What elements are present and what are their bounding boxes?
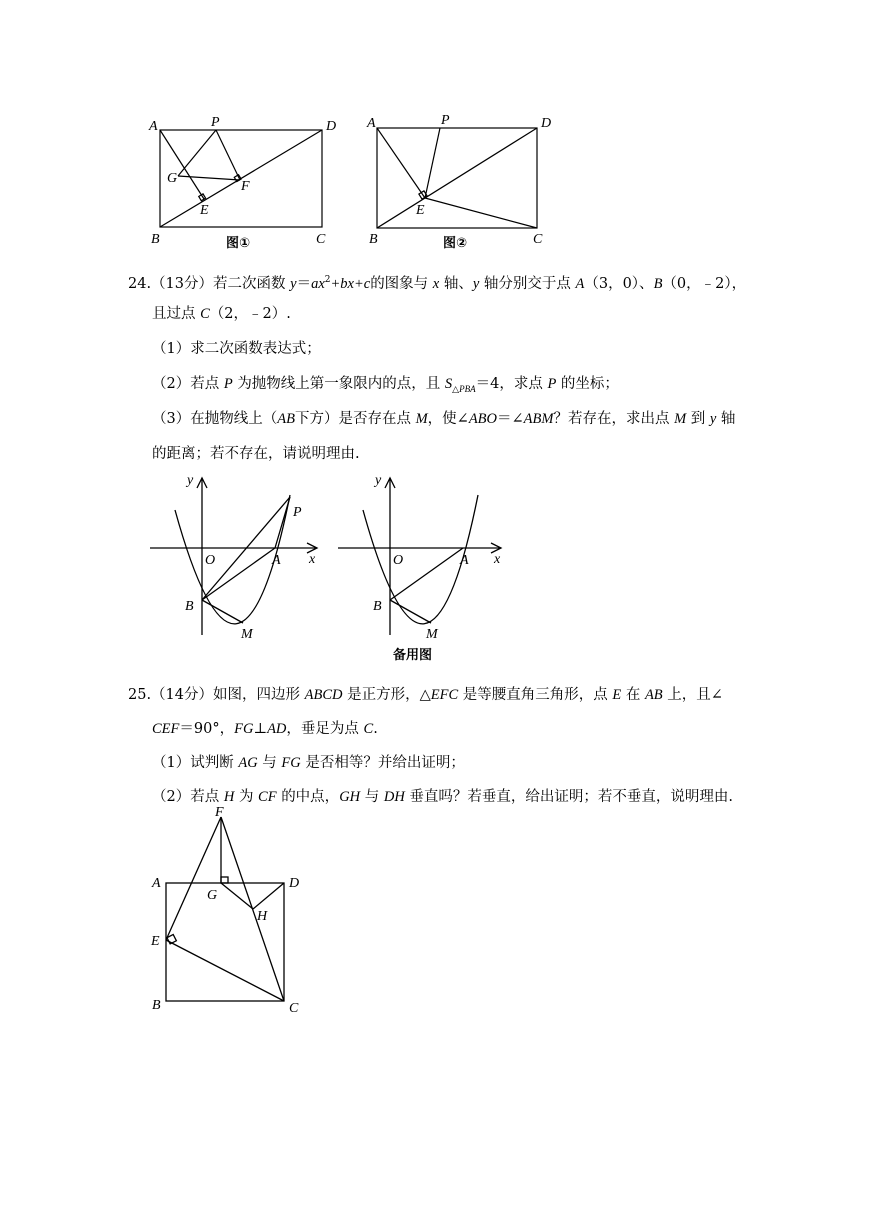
fig1-label-B: B	[151, 232, 160, 247]
q25-line1: 25.（14分）如图，四边形 ABCD 是正方形，△EFC 是等腰直角三角形，点 E 在 AB 上，且∠	[128, 687, 723, 703]
graph1-label-y: y	[187, 473, 194, 488]
figure-23	[140, 110, 580, 255]
fig2-label-C: C	[533, 232, 543, 247]
fig1-label-E: E	[200, 203, 209, 218]
figure-23-1	[148, 115, 336, 251]
q25-line2: CEF＝90°，FG⊥AD，垂足为点 C.	[152, 721, 378, 737]
graph-24-2	[338, 473, 501, 663]
fig1-label-C: C	[316, 232, 326, 247]
q24-part3-line1: （3）在抛物线上（AB下方）是否存在点 M，使∠ABO＝∠ABM？若存在，求出点 M 到 y 轴	[152, 411, 736, 427]
graph1-label-B: B	[185, 599, 194, 614]
fig2-caption: 图②	[443, 236, 468, 251]
fig2-label-B: B	[369, 232, 378, 247]
fig1-label-P: P	[211, 115, 220, 130]
graph2-label-y: y	[375, 473, 382, 488]
graph2-label-x: x	[494, 552, 501, 567]
fig25-label-B: B	[152, 998, 161, 1013]
fig2-label-A: A	[367, 116, 376, 131]
graph1-label-P: P	[293, 505, 302, 520]
graph2-caption: 备用图	[393, 648, 433, 663]
q24-part2: （2）若点 P 为抛物线上第一象限内的点，且 $S_{\triangle PBA}=4$，求点 P 的坐标；	[152, 376, 619, 394]
fig25-label-D: D	[289, 876, 300, 891]
q24-line2: 且过点 C（2，﹣2）.	[152, 306, 291, 322]
fig2-label-E: E	[416, 203, 425, 218]
graph2-label-A: A	[460, 553, 469, 568]
figure-23-2	[366, 113, 551, 251]
fig1-label-A: A	[149, 119, 158, 134]
figure-25	[145, 805, 315, 1020]
q25-part1: （1）试判断 AG 与 FG 是否相等？并给出证明；	[152, 755, 465, 771]
fig25-label-H: H	[257, 909, 268, 924]
q24-line1: 24.（13分）若二次函数 $y=ax^2+bx+c$的图象与 x 轴、y 轴分别交于点 A（3，0）、B（0，﹣2），	[128, 275, 747, 292]
figure-24	[145, 470, 515, 670]
q24-part1: （1）求二次函数表达式；	[152, 341, 321, 357]
fig25-label-G: G	[207, 888, 218, 903]
graph1-label-M: M	[241, 627, 253, 642]
fig2-label-D: D	[541, 116, 552, 131]
graph2-label-O: O	[393, 553, 404, 568]
fig25-label-A: A	[152, 876, 161, 891]
q24-part3-line2: 的距离；若不存在，请说明理由.	[152, 446, 360, 462]
fig1-label-G: G	[167, 171, 178, 186]
fig2-label-P: P	[441, 113, 450, 128]
fig25-label-C: C	[289, 1001, 299, 1016]
q25-part2: （2）若点 H 为 CF 的中点，GH 与 DH 垂直吗？若垂直，给出证明；若不垂直，说明理由.	[152, 789, 734, 805]
graph1-label-A: A	[272, 553, 281, 568]
graph2-label-B: B	[373, 599, 382, 614]
fig1-label-D: D	[326, 119, 337, 134]
graph1-label-O: O	[205, 553, 216, 568]
fig1-label-F: F	[241, 179, 250, 194]
graph1-label-x: x	[309, 552, 316, 567]
graph-24-1	[150, 473, 317, 642]
fig1-caption: 图①	[226, 236, 251, 251]
fig25-label-F: F	[215, 805, 224, 820]
graph2-label-M: M	[426, 627, 438, 642]
fig25-label-E: E	[151, 934, 160, 949]
